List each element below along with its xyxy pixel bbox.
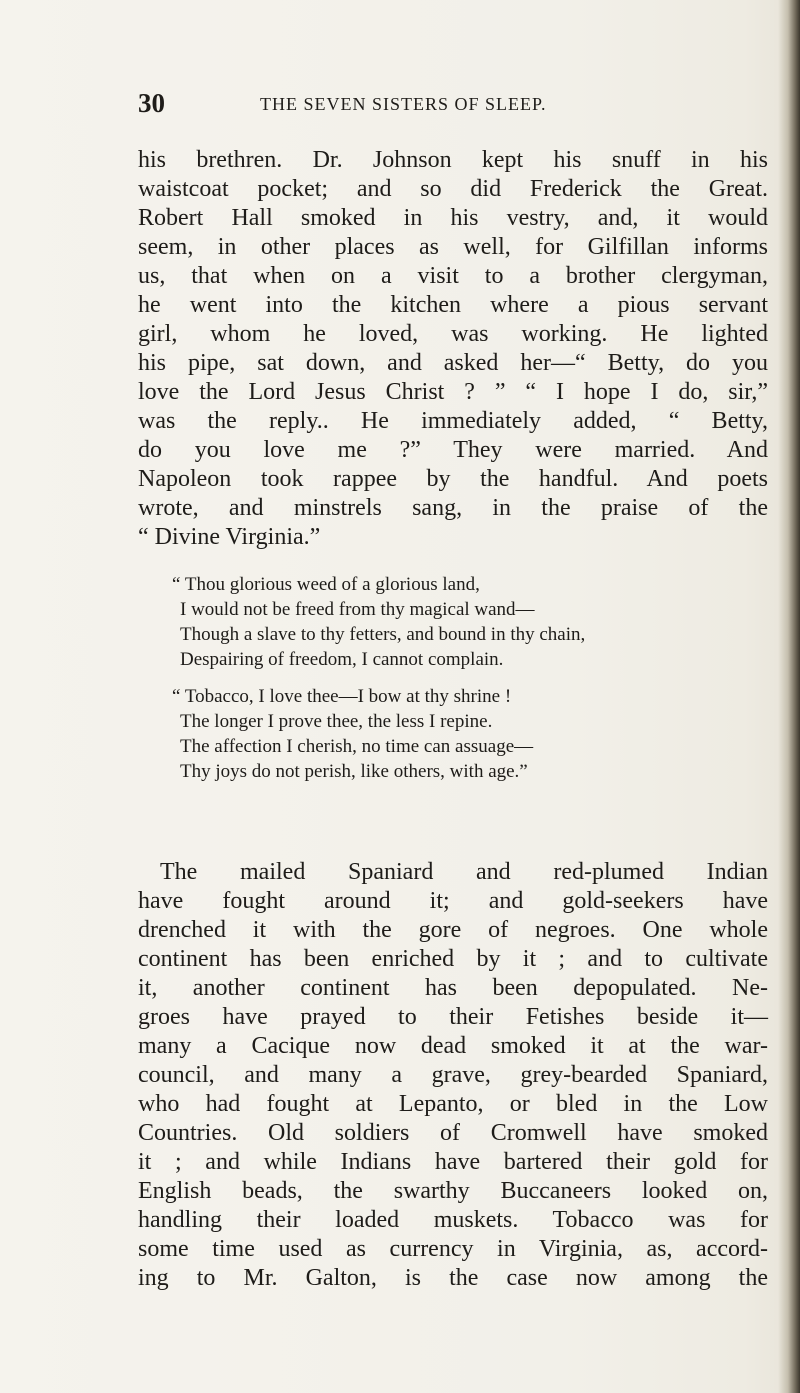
text-line: Robert Hall smoked in his vestry, and, it would — [138, 205, 768, 231]
text-line: The mailed Spaniard and red-plumed Indian — [160, 859, 768, 885]
text-line: “ Divine Virginia.” — [138, 524, 321, 550]
text-line: drenched it with the gore of negroes. One whole — [138, 917, 768, 943]
text-line: it ; and while Indians have bartered their gold for — [138, 1149, 768, 1175]
text-line: us, that when on a visit to a brother clergyman, — [138, 263, 768, 289]
text-line: groes have prayed to their Fetishes beside it— — [138, 1004, 768, 1030]
poem-stanza-2 — [172, 684, 762, 784]
text-line: it, another continent has been depopulated. Ne- — [138, 975, 768, 1001]
text-line: waistcoat pocket; and so did Frederick the Great. — [138, 176, 768, 202]
text-line: love the Lord Jesus Christ ? ” “ I hope I do, sir,” — [138, 379, 768, 405]
poem-stanza-1 — [172, 572, 762, 672]
paragraph-1 — [138, 146, 768, 552]
text-line: who had fought at Lepanto, or bled in the Low — [138, 1091, 768, 1117]
verse-line: Thy joys do not perish, like others, with age.” — [180, 761, 528, 782]
text-line: wrote, and minstrels sang, in the praise of the — [138, 495, 768, 521]
verse-line: The affection I cherish, no time can assuage— — [180, 736, 534, 757]
text-line: girl, whom he loved, was working. He lighted — [138, 321, 768, 347]
page-binding-shadow — [778, 0, 800, 1393]
text-line: he went into the kitchen where a pious servant — [138, 292, 768, 318]
verse-line: The longer I prove thee, the less I repine. — [180, 711, 493, 732]
page-number: 30 — [138, 88, 165, 118]
verse-line: Though a slave to thy fetters, and bound in thy chain, — [180, 624, 586, 645]
text-line: many a Cacique now dead smoked it at the war- — [138, 1033, 768, 1059]
text-line: his pipe, sat down, and asked her—“ Betty, do you — [138, 350, 768, 376]
text-line: ing to Mr. Galton, is the case now among the — [138, 1265, 768, 1291]
text-line: was the reply.. He immediately added, “ Betty, — [138, 408, 768, 434]
verse-line: “ Thou glorious weed of a glorious land, — [172, 574, 480, 595]
paragraph-2 — [138, 858, 768, 1293]
text-line: do you love me ?” They were married. And — [138, 437, 768, 463]
verse-line: “ Tobacco, I love thee—I bow at thy shrine ! — [172, 686, 512, 707]
poem-quotation — [172, 572, 762, 796]
text-line: continent has been enriched by it ; and to cultivate — [138, 946, 768, 972]
text-line: have fought around it; and gold-seekers have — [138, 888, 768, 914]
text-line: council, and many a grave, grey-bearded Spaniard, — [138, 1062, 768, 1088]
running-title: THE SEVEN SISTERS OF SLEEP. — [260, 94, 547, 114]
text-line: his brethren. Dr. Johnson kept his snuff in his — [138, 147, 768, 173]
verse-line: I would not be freed from thy magical wand— — [180, 599, 535, 620]
text-line: Napoleon took rappee by the handful. And poets — [138, 466, 768, 492]
text-line: English beads, the swarthy Buccaneers looked on, — [138, 1178, 768, 1204]
text-line: some time used as currency in Virginia, as, accord- — [138, 1236, 768, 1262]
text-line: handling their loaded muskets. Tobacco was for — [138, 1207, 768, 1233]
text-line: Countries. Old soldiers of Cromwell have smoked — [138, 1120, 768, 1146]
text-line: seem, in other places as well, for Gilfillan informs — [138, 234, 768, 260]
page-header — [138, 88, 738, 118]
verse-line: Despairing of freedom, I cannot complain. — [180, 649, 504, 670]
